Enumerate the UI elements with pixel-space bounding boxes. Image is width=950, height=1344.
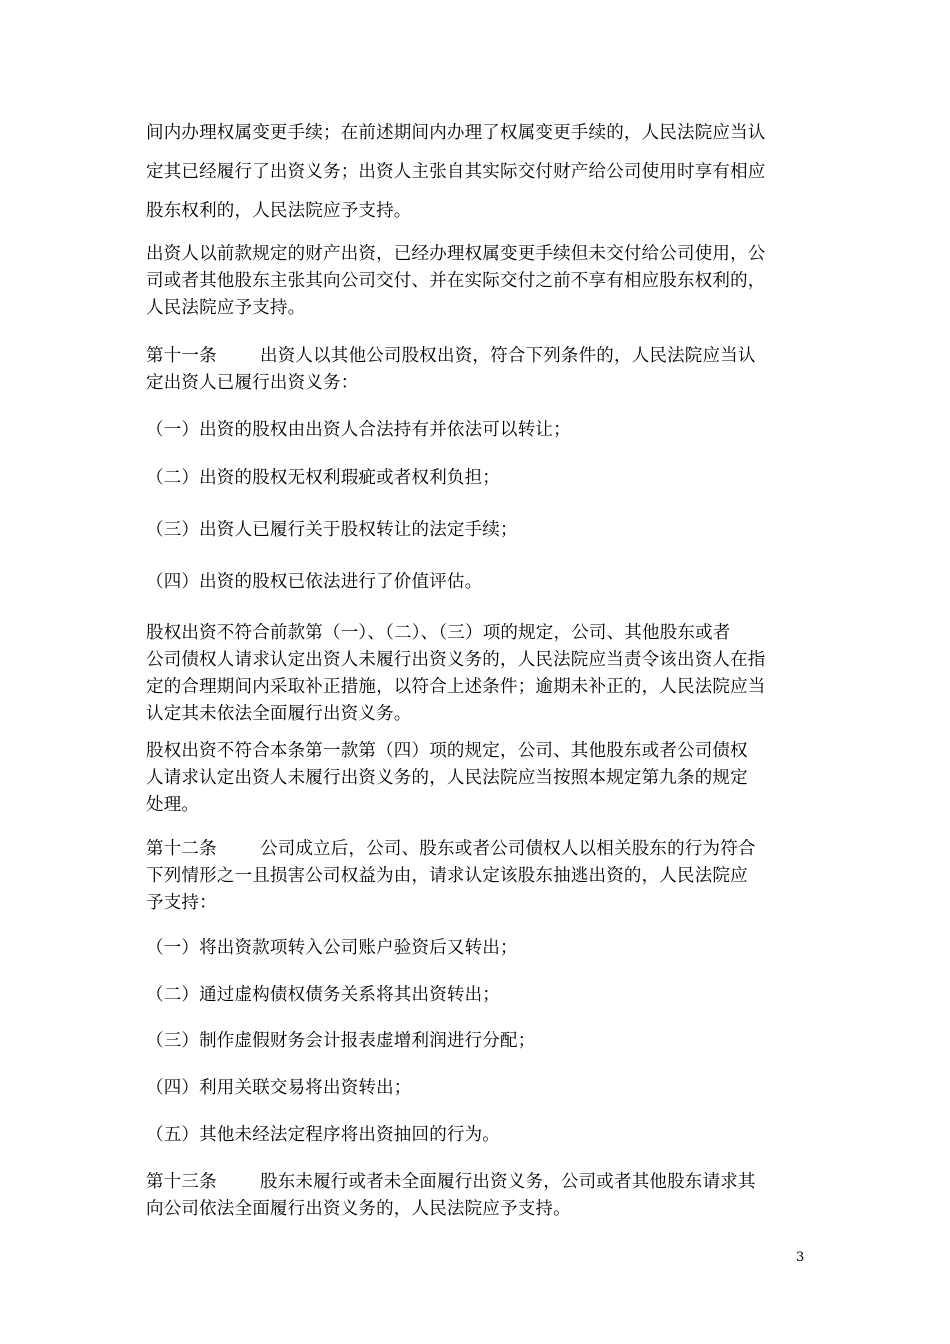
list-item: （五）其他未经法定程序将出资抽回的行为。: [146, 1125, 500, 1145]
text-line: 定的合理期间内采取补正措施，以符合上述条件；逾期未补正的，人民法院应当: [146, 677, 766, 697]
text-line: 公司债权人请求认定出资人未履行出资义务的，人民法院应当责令该出资人在指: [146, 650, 766, 670]
text-line: 公司成立后，公司、股东或者公司债权人以相关股东的行为符合: [260, 839, 756, 859]
paragraph-equity-remedy: [146, 620, 810, 728]
article-11: [146, 343, 810, 397]
text-line: 定出资人已履行出资义务：: [146, 373, 359, 393]
article-heading: 第十二条: [146, 839, 217, 859]
article-heading: 第十一条: [146, 346, 217, 366]
text-line: 认定其未依法全面履行出资义务。: [146, 704, 412, 724]
text-line: 间内办理权属变更手续；在前述期间内办理了权属变更手续的，人民法院应当认: [146, 123, 766, 143]
article-heading: 第十三条: [146, 1172, 217, 1192]
text-line: 人民法院应予支持。: [146, 298, 306, 318]
text-line: 出资人以其他公司股权出资，符合下列条件的，人民法院应当认: [260, 346, 756, 366]
text-line: 人请求认定出资人未履行出资义务的，人民法院应当按照本规定第九条的规定: [146, 768, 748, 788]
list-item: （三）制作虚假财务会计报表虚增利润进行分配；: [146, 1031, 536, 1051]
list-item: （二）出资的股权无权利瑕疵或者权利负担；: [146, 468, 500, 488]
text-line: 股东未履行或者未全面履行出资义务，公司或者其他股东请求其: [260, 1172, 756, 1192]
text-line: 予支持：: [146, 893, 217, 913]
article-13: [146, 1169, 810, 1223]
text-line: 股东权利的，人民法院应予支持。: [146, 201, 412, 221]
text-line: 定其已经履行了出资义务；出资人主张自其实际交付财产给公司使用时享有相应: [146, 162, 766, 182]
text-line: 股权出资不符合本条第一款第（四）项的规定，公司、其他股东或者公司债权: [146, 741, 748, 761]
list-item: （一）将出资款项转入公司账户验资后又转出；: [146, 938, 518, 958]
text-line: 处理。: [146, 795, 200, 815]
text-line: 下列情形之一且损害公司权益为由，请求认定该股东抽逃出资的，人民法院应: [146, 866, 748, 886]
list-item: （一）出资的股权由出资人合法持有并依法可以转让；: [146, 420, 571, 440]
paragraph-continuation: [146, 114, 810, 231]
text-line: 司或者其他股东主张其向公司交付、并在实际交付之前不享有相应股东权利的，: [146, 271, 766, 291]
text-line: 向公司依法全面履行出资义务的，人民法院应予支持。: [146, 1199, 571, 1219]
paragraph-property-contribution: [146, 241, 810, 322]
text-line: 股权出资不符合前款第（一）、（二）、（三）项的规定，公司、其他股东或者: [146, 623, 731, 643]
list-item: （三）出资人已履行关于股权转让的法定手续；: [146, 520, 518, 540]
list-item: （四）利用关联交易将出资转出；: [146, 1078, 412, 1098]
list-item: （四）出资的股权已依法进行了价值评估。: [146, 572, 483, 592]
page-number: 3: [796, 1250, 805, 1265]
article-12: [146, 836, 810, 917]
text-line: 出资人以前款规定的财产出资，已经办理权属变更手续但未交付给公司使用，公: [146, 244, 766, 264]
paragraph-equity-valuation: [146, 738, 810, 819]
list-item: （二）通过虚构债权债务关系将其出资转出；: [146, 985, 500, 1005]
